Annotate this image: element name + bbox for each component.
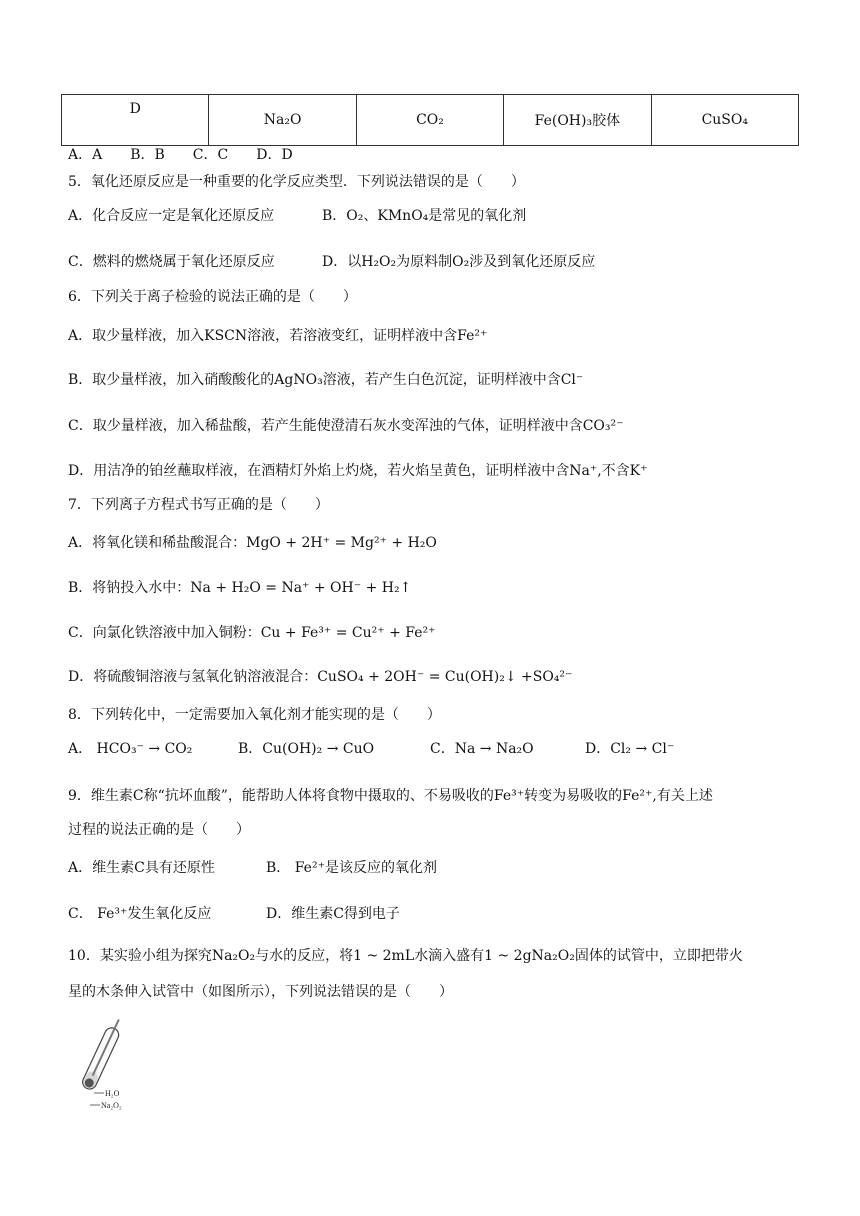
q5-stem: 5．氧化还原反应是一种重要的化学反应类型．下列说法错误的是（ ） [68,174,525,190]
table-cell: D [62,95,209,146]
q6-option-b: B．取少量样液，加入硝酸酸化的AgNO₃溶液，若产生白色沉淀，证明样液中含Cl⁻ [68,372,584,388]
q8-option-c: C．Na → Na₂O [430,741,534,757]
table-cell: Fe(OH)₃胶体 [504,95,651,146]
q6-option-c: C．取少量样液，加入稀盐酸，若产生能使澄清石灰水变浑浊的气体，证明样液中含CO₃²⁻ [68,418,624,434]
q9-stem-continued: 过程的说法正确的是（ ） [68,822,250,838]
q5-option-c: C．燃料的燃烧属于氧化还原反应 [68,254,275,270]
q5-option-d: D．以H₂O₂为原料制O₂涉及到氧化还原反应 [322,254,596,270]
label-peroxide: Na₂O₂ [101,1101,122,1110]
q7-option-b: B．将钠投入水中：Na + H₂O = Na⁺ + OH⁻ + H₂↑ [68,580,412,596]
q8-option-b: B．Cu(OH)₂ → CuO [238,741,375,757]
test-tube-figure [68,1016,138,1116]
table-cell: CO₂ [356,95,503,146]
q4-options: A．A B．B C．C D．D [68,147,293,163]
wooden-splint [93,1020,119,1076]
q9-option-d: D．维生素C得到电子 [266,906,400,922]
q9-option-a: A．维生素C具有还原性 [68,860,215,876]
table-row [62,95,799,146]
options-table [61,94,799,146]
q6-option-d: D．用洁净的铂丝蘸取样液，在酒精灯外焰上灼烧，若火焰呈黄色，证明样液中含Na⁺,不含K⁺ [68,463,648,479]
test-tube-illustration [68,1016,138,1116]
q8-stem: 8．下列转化中，一定需要加入氧化剂才能实现的是（ ） [68,707,441,723]
q8-option-a: A． HCO₃⁻ → CO₂ [68,741,193,757]
q10-stem-continued: 星的木条伸入试管中（如图所示），下列说法错误的是（ ） [68,984,453,1000]
q9-option-c: C． Fe³⁺发生氧化反应 [68,906,212,922]
q5-option-a: A．化合反应一定是氧化还原反应 [68,208,275,224]
q6-stem: 6．下列关于离子检验的说法正确的是（ ） [68,289,357,305]
q9-stem: 9．维生素C称“抗坏血酸”，能帮助人体将食物中摄取的、不易吸收的Fe³⁺转变为易吸收的Fe²⁺,有关上述 [68,788,713,804]
q10-stem: 10．某实验小组为探究Na₂O₂与水的反应，将1 ~ 2mL水滴入盛有1 ~ 2gNa₂O₂固体的试管中，立即把带火 [68,948,743,964]
q7-option-c: C．向氯化铁溶液中加入铜粉：Cu + Fe³⁺ = Cu²⁺ + Fe²⁺ [68,625,436,641]
q8-option-d: D．Cl₂ → Cl⁻ [585,741,675,757]
table-cell: CuSO₄ [651,95,798,146]
q7-option-a: A．将氧化镁和稀盐酸混合：MgO + 2H⁺ = Mg²⁺ + H₂O [68,535,437,551]
q5-option-b: B．O₂、KMnO₄是常见的氧化剂 [322,208,527,224]
q7-stem: 7．下列离子方程式书写正确的是（ ） [68,497,329,513]
table-cell: Na₂O [209,95,356,146]
q6-option-a: A．取少量样液，加入KSCN溶液，若溶液变红，证明样液中含Fe²⁺ [68,328,488,344]
q9-option-b: B． Fe²⁺是该反应的氧化剂 [266,860,437,876]
label-water: H₂O [105,1089,120,1098]
q7-option-d: D．将硫酸铜溶液与氢氧化钠溶液混合：CuSO₄ + 2OH⁻ = Cu(OH)₂↓ +SO₄²⁻ [68,669,573,685]
